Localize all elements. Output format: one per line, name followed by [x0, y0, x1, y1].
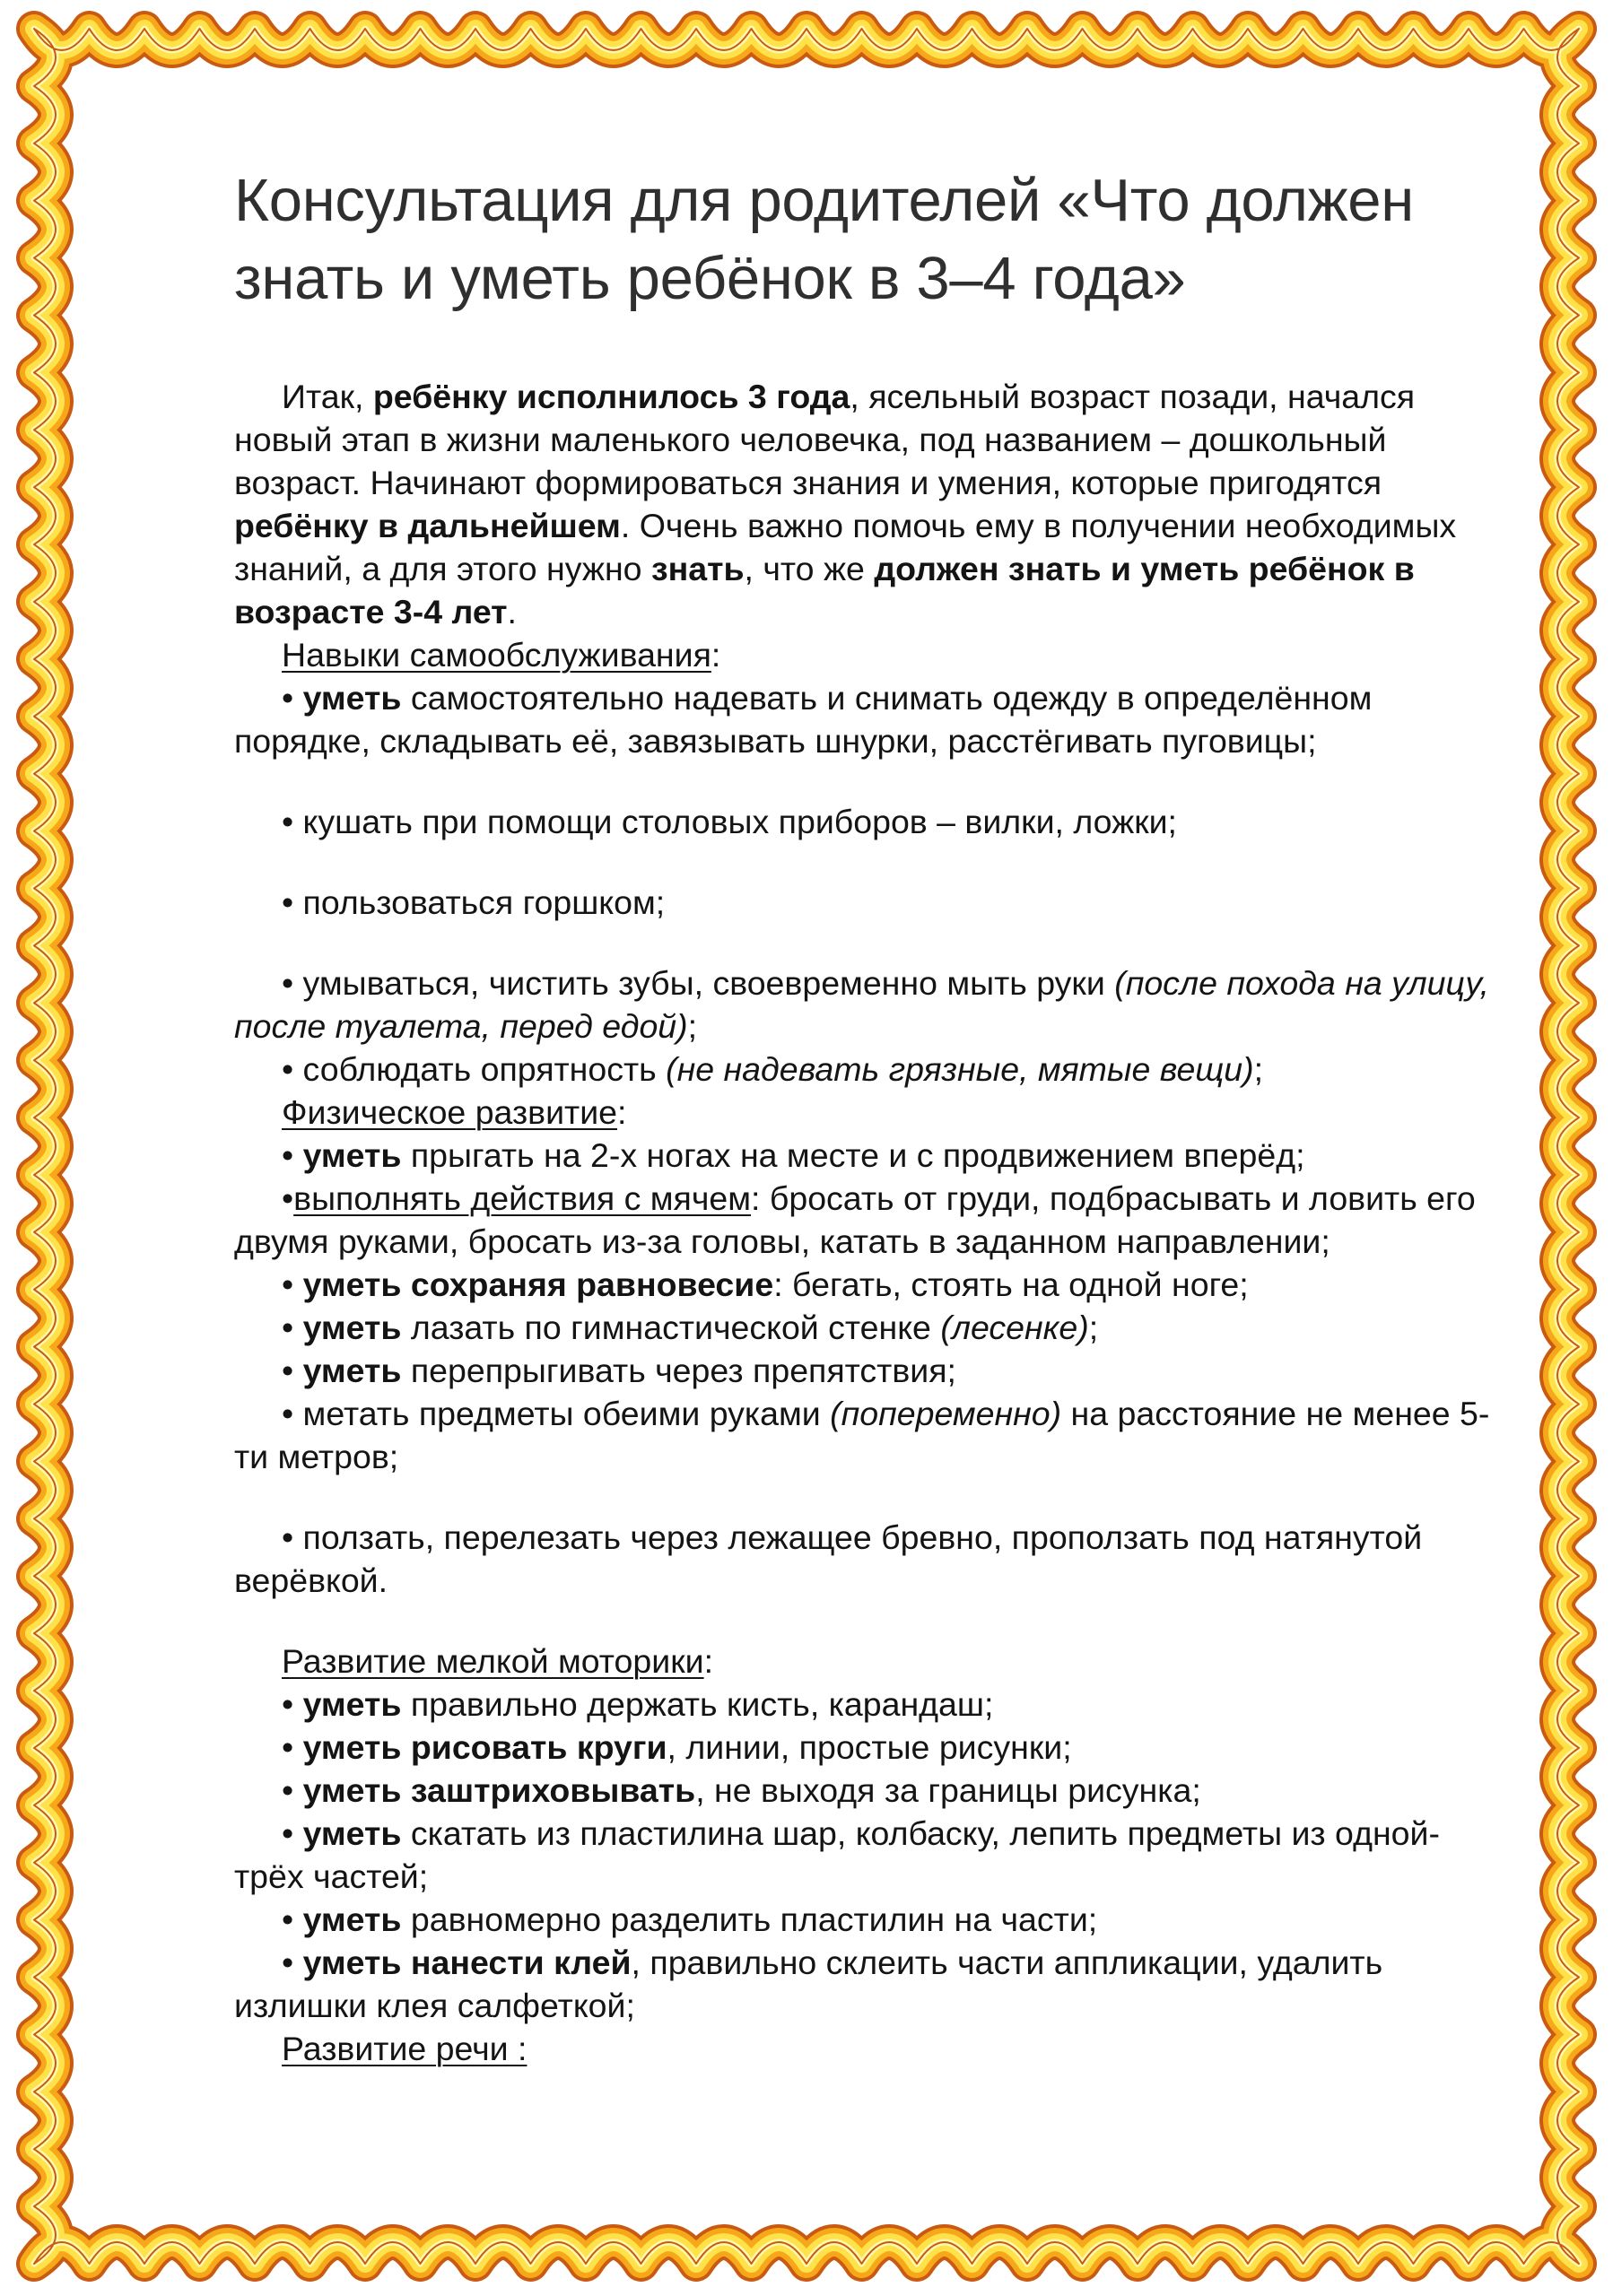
- list-item: • ползать, перелезать через лежащее бревно, проползать под натянутой верёвкой.: [234, 1518, 1423, 1599]
- list-item: • умываться, чистить зубы, своевременно мыть руки (после похода на улицу, после туалета, перед едой);: [234, 964, 1489, 1045]
- list-item: • соблюдать опрятность (не надевать грязные, мятые вещи);: [282, 1050, 1264, 1088]
- list-item: • уметь самостоятельно надевать и снимать одежду в определённом порядке, складывать её, завязывать шнурки, расстёгивать пуговицы;: [234, 679, 1373, 760]
- list-item: • уметь прыгать на 2-х ногах на месте и с продвижением вперёд;: [282, 1136, 1305, 1174]
- list-item: • уметь равномерно разделить пластилин на части;: [282, 1900, 1098, 1938]
- article-body: [234, 375, 1517, 2070]
- intro-paragraph: Итак, ребёнку исполнилось 3 года, ясельный возраст позади, начался новый этап в жизни маленького человечка, под названием – дошкольный возраст. Начинают формироваться знания и умения, которые пригодятся ребёнку в дальнейшем. Очень важно помочь ему в получении необходимых знаний, а для этого нужно знать, что же должен знать и уметь ребёнок в возрасте 3-4 лет.: [234, 378, 1457, 631]
- list-item: • уметь лазать по гимнастической стенке (лесенке);: [282, 1309, 1099, 1346]
- section-heading-speech: Развитие речи :: [282, 2030, 527, 2067]
- list-item: • уметь рисовать круги, линии, простые рисунки;: [282, 1728, 1072, 1766]
- section-heading-selfcare: Навыки самообслуживания:: [282, 636, 721, 674]
- list-item: • уметь скатать из пластилина шар, колбаску, лепить предметы из одной- трёх частей;: [234, 1814, 1440, 1895]
- list-item: • уметь правильно держать кисть, карандаш;: [282, 1685, 994, 1723]
- section-heading-motor: Развитие мелкой моторики:: [282, 1642, 713, 1680]
- section-heading-physical: Физическое развитие:: [282, 1093, 627, 1131]
- list-item: • уметь нанести клей, правильно склеить части аппликации, удалить излишки клея салфеткой;: [234, 1944, 1383, 2024]
- list-item: •выполнять действия с мячем: бросать от груди, подбрасывать и ловить его двумя руками, бросать из-за головы, катать в заданном направлении;: [234, 1179, 1476, 1260]
- list-item: • уметь сохраняя равновесие: бегать, стоять на одной ноге;: [282, 1265, 1249, 1303]
- list-item: • уметь заштриховывать, не выходя за границы рисунка;: [282, 1771, 1201, 1809]
- list-item: • уметь перепрыгивать через препятствия;: [282, 1352, 956, 1389]
- list-item: • кушать при помощи столовых приборов – вилки, ложки;: [282, 803, 1177, 840]
- page-title: Консультация для родителей «Что должен знать и уметь ребёнок в 3–4 года»: [234, 167, 1414, 312]
- page-content: [234, 161, 1517, 2070]
- list-item: • метать предметы обеими руками (попеременно) на расстояние не менее 5-ти метров;: [234, 1395, 1490, 1475]
- list-item: • пользоваться горшком;: [282, 883, 666, 921]
